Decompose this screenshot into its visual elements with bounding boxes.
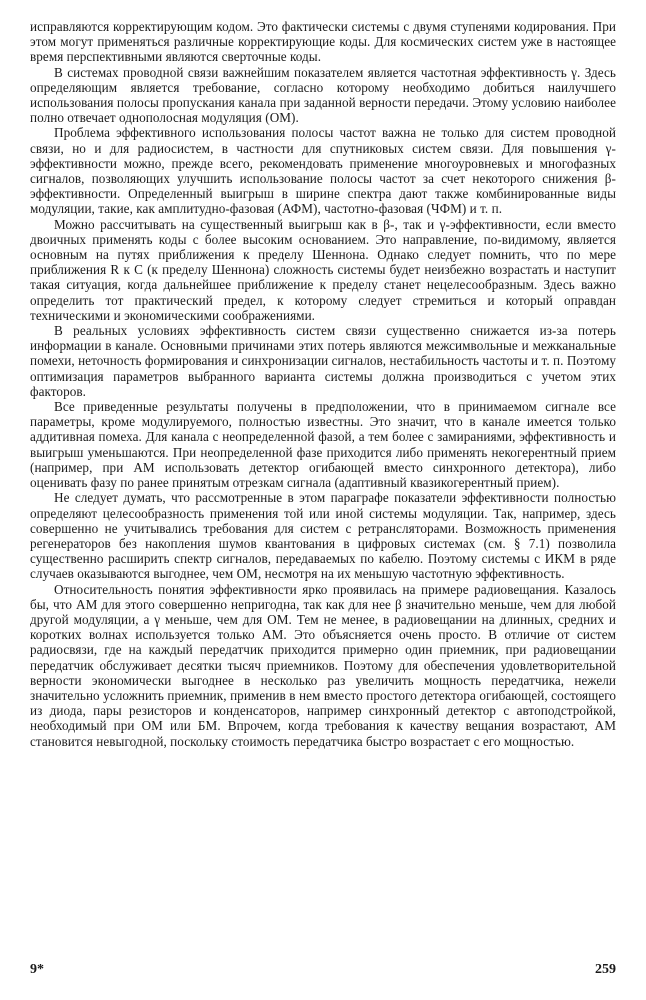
paragraph-4: Можно рассчитывать на существенный выигрыш как в β-, так и γ-эффективности, если вместо двоичных применять коды с более высоким основанием. Это направление, по-видимому, является основным на путях приближения к пределу Шеннона. Однако следует помнить, что по мере приближения R к C (к пределу Шеннона) сложность системы будет неизбежно возрастать и наступит такая ситуация, когда дальнейшее приближение к пределу станет нецелесообразным. Здесь важно определить тот практический предел, к которому следует стремиться и который оправдан техническими и экономическими соображениями.: [30, 216, 616, 323]
paragraph-7: Не следует думать, что рассмотренные в этом параграфе показатели эффективности полностью определяют целесообразность применения той или иной системы модуляции. Так, например, здесь совершенно не учитывались требования для систем с ретрансляторами. Возможность применения регенераторов без накопления шумов квантования в цифровых системах (см. § 7.1) позволила существенно расширить спектр сигналов, передаваемых по кабелю. Поэтому системы с ИКМ в ряде случаев оказываются выгоднее, чем ОМ, несмотря на их меньшую частотную эффективность.: [30, 490, 616, 582]
paragraph-1: исправляются корректирующим кодом. Это фактически системы с двумя ступенями кодирования. При этом могут применяться различные корректирующие коды. Для космических систем уже в настоящее время перспективными являются сверточные коды.: [30, 19, 616, 65]
paragraph-6: Все приведенные результаты получены в предположении, что в принимаемом сигнале все параметры, кроме модулируемого, полностью известны. Это значит, что в канале имеется только аддитивная помеха. Для канала с неопределенной фазой, а тем более с замираниями, эффективность и выигрыш уменьшаются. При неопределенной фазе приходится либо применять некогерентный прием (например, при АМ использовать детектор огибающей вместо синхронного детектора), либо оценивать фазу по ранее принятым отрезкам сигнала (адаптивный квазикогерентный прием).: [30, 399, 616, 491]
paragraph-3: Проблема эффективного использования полосы частот важна не только для систем проводной связи, но и для радиосистем, в частности для спутниковых систем связи. Для повышения γ-эффективности можно, прежде всего, рекомендовать применение многоуровневых и многофазных сигналов, позволяющих улучшить использование полосы частот за счет некоторого снижения β-эффективности. Определенный выигрыш в ширине спектра дают также комбинированные виды модуляции, такие, как амплитудно-фазовая (АФМ), частотно-фазовая (ЧФМ) и т. п.: [30, 125, 616, 217]
signature-mark: 9*: [30, 962, 44, 977]
paragraph-5: В реальных условиях эффективность систем связи существенно снижается из-за потерь информации в канале. Основными причинами этих потерь являются межсимвольные и межканальные помехи, неточность формирования и синхронизации сигналов, нестабильность частоты и т. п. Поэтому оптимизация параметров выбранного варианта системы должна производиться с учетом этих факторов.: [30, 323, 616, 399]
paragraph-2: В системах проводной связи важнейшим показателем является частотная эффективность γ. Здесь определяющим является требование, согласно которому необходимо добиться наилучшего использования полосы пропускания канала при заданной верности передачи. Этому условию наиболее полно отвечает однополосная модуляция (ОМ).: [30, 64, 616, 126]
paragraph-8: Относительность понятия эффективности ярко проявилась на примере радиовещания. Казалось бы, что АМ для этого совершенно непригодна, так как для нее β значительно меньше, чем для любой другой модуляции, а γ меньше, чем для ОМ. Тем не менее, в радиовещании на длинных, средних и коротких волнах используется только АМ. Это объясняется очень просто. В отличие от систем радиосвязи, где на каждый передатчик приходится примерно один приемник, при радиовещании передатчик обслуживает десятки тысяч приемников. Поэтому для обеспечения удовлетворительной верности экономически выгоднее в несколько раз увеличить мощность передатчика, нежели значительно усложнить приемник, применив в нем вместо простого детектора огибающей, состоящего из диода, пары резисторов и конденсаторов, например синхронный детектор с автоподстройкой, необходимый при ОМ или БМ. Впрочем, когда требования к качеству вещания возрастают, АМ становится невыгодной, поскольку стоимость передатчика быстро возрастает с его мощностью.: [30, 581, 616, 749]
page-number: 259: [595, 962, 616, 977]
page-body: [30, 19, 616, 749]
